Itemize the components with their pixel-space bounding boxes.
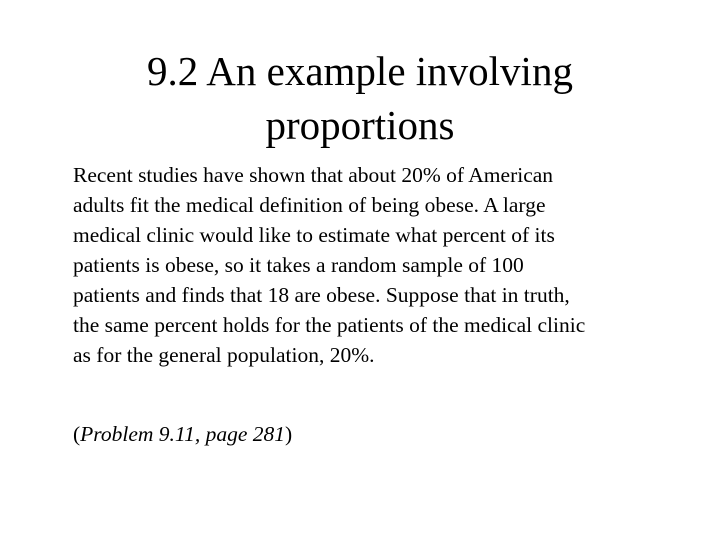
reference-open-paren: ( bbox=[73, 422, 81, 446]
slide-title bbox=[40, 44, 680, 152]
slide-body-paragraph bbox=[73, 160, 693, 370]
body-line-1: Recent studies have shown that about 20% of American bbox=[73, 163, 554, 187]
body-line-4: patients is obese, so it takes a random sample of 100 bbox=[73, 253, 524, 277]
slide-title-line-1: 9.2 An example involving bbox=[147, 48, 573, 94]
reference-close-paren: ) bbox=[285, 422, 293, 446]
body-line-6: the same percent holds for the patients of the medical clinic bbox=[73, 313, 586, 337]
problem-reference bbox=[73, 419, 292, 449]
body-line-3: medical clinic would like to estimate what percent of its bbox=[73, 223, 555, 247]
slide-title-line-2: proportions bbox=[265, 102, 455, 148]
body-line-5: patients and finds that 18 are obese. Suppose that in truth, bbox=[73, 283, 570, 307]
body-line-7: as for the general population, 20%. bbox=[73, 343, 375, 367]
reference-citation: Problem 9.11, page 281 bbox=[80, 422, 285, 446]
body-line-2: adults fit the medical definition of being obese. A large bbox=[73, 193, 546, 217]
